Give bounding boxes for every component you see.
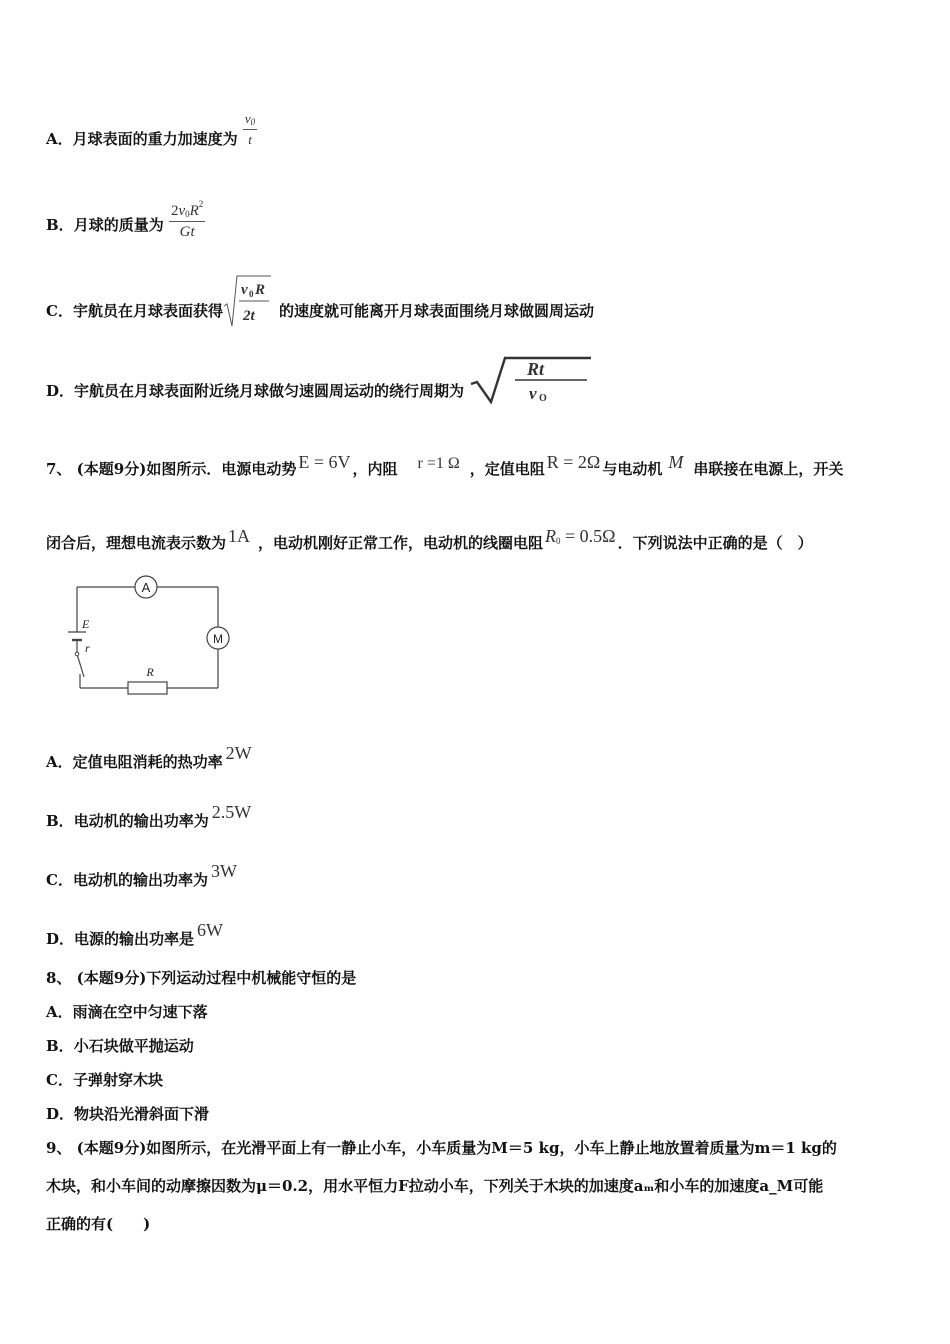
option-text: 小石块做平抛运动 <box>73 1037 194 1055</box>
switch-pivot <box>75 652 79 656</box>
q7-option-c <box>46 861 237 890</box>
resistor-symbol <box>128 682 167 694</box>
option-value: 2W <box>225 743 252 763</box>
option-value: 3W <box>210 861 237 881</box>
svg-text:0: 0 <box>248 289 254 299</box>
sqrt-c-svg <box>223 274 273 328</box>
q6-option-a <box>46 111 257 149</box>
svg-text:v: v <box>240 282 248 298</box>
formula-moon-mass: $\frac{2v_0R^2}{Gt}$ <box>170 199 204 240</box>
formula-v0-over-t: $\frac{v_0}{t}$ <box>244 111 256 147</box>
stem-text: 如图所示．电源电动势 <box>146 460 297 478</box>
q9-stem-line3 <box>46 1213 150 1234</box>
resistor-label: R <box>146 665 154 679</box>
svg-text:Rt: Rt <box>527 359 545 379</box>
option-value: 2.5W <box>211 802 252 822</box>
question-number: 9、 <box>46 1139 72 1157</box>
option-text: 电源的输出功率是 <box>74 930 195 948</box>
option-text: 月球表面的重力加速度为 <box>72 130 238 148</box>
q8-option-d <box>46 1103 209 1124</box>
score-tag: (本题9分) <box>76 460 147 478</box>
q8-option-a <box>46 1001 208 1022</box>
q7-stem-line1 <box>46 452 843 479</box>
formula-coil-resistance: $R_0 = 0.5\Omega$ <box>545 526 616 546</box>
option-label: B． <box>46 812 74 830</box>
option-label: D． <box>46 1105 75 1123</box>
option-value: 6W <box>197 920 224 940</box>
option-text: 月球的质量为 <box>73 216 164 234</box>
q8-option-c <box>46 1069 163 1090</box>
option-label: A． <box>46 130 73 148</box>
r0-value: = 0.5Ω <box>560 526 616 546</box>
option-text: 物块沿光滑斜面下滑 <box>74 1105 210 1123</box>
motor-label: M <box>213 632 223 646</box>
q6-option-d <box>46 359 593 404</box>
emf-label: E <box>82 617 90 631</box>
option-label: C． <box>46 302 73 320</box>
internal-resistance-label: r <box>85 641 90 655</box>
q6-option-b <box>46 199 205 240</box>
stem-text: ，电动机刚好正常工作，电动机的线圈电阻 <box>258 534 544 552</box>
q8-option-b <box>46 1035 194 1056</box>
q8-stem <box>46 967 356 988</box>
q7-option-a <box>46 743 252 772</box>
stem-text: ，内阻 <box>352 460 398 478</box>
stem-text: ．下列说法中正确的是（ ） <box>617 534 813 552</box>
option-label: D． <box>46 930 75 948</box>
formula-current: 1A <box>228 526 251 546</box>
option-label: C． <box>46 1071 73 1089</box>
r0-symbol: R <box>545 526 557 546</box>
option-label: A． <box>46 753 73 771</box>
option-text: 的速度就可能离开月球表面围绕月球做圆周运动 <box>278 302 594 320</box>
svg-text:2t: 2t <box>242 308 255 324</box>
formula-resistance: R = 2Ω <box>546 452 601 472</box>
sqrt-d-svg <box>469 356 593 404</box>
ammeter-label: A <box>141 580 151 595</box>
option-label: B． <box>46 1037 74 1055</box>
circuit-diagram <box>60 570 240 695</box>
option-label: A． <box>46 1003 73 1021</box>
svg-text:O: O <box>539 393 548 404</box>
stem-text: 闭合后，理想电流表示数为 <box>46 534 227 552</box>
stem-text: 木块，和小车间的动摩擦因数为μ＝0.2，用水平恒力F拉动小车，下列关于木块的加速度aₘ和小车的加速度a_M可能 <box>46 1177 824 1195</box>
option-label: D． <box>46 382 75 400</box>
stem-text: (本题9分)如图所示，在光滑平面上有一静止小车，小车质量为M＝5 kg，小车上静止地放置着质量为m＝1 kg的 <box>76 1139 837 1157</box>
formula-motor: M <box>668 452 684 472</box>
option-label: B． <box>46 216 74 234</box>
option-text: 定值电阻消耗的热功率 <box>72 753 223 771</box>
q7-stem-line2 <box>46 526 813 553</box>
stem-text: (本题9分)下列运动过程中机械能守恒的是 <box>76 969 357 987</box>
option-text: 宇航员在月球表面获得 <box>72 302 223 320</box>
q9-stem-line2 <box>46 1175 823 1196</box>
option-text: 雨滴在空中匀速下落 <box>72 1003 208 1021</box>
formula-sqrt-v0r-2t <box>223 274 273 328</box>
option-text: 电动机的输出功率为 <box>72 871 208 889</box>
stem-text: 正确的有( ) <box>46 1215 151 1233</box>
stem-text: ，定值电阻 <box>469 460 545 478</box>
svg-text:R: R <box>254 282 265 298</box>
formula-emf: E = 6V <box>298 452 351 472</box>
q7-option-b <box>46 802 251 831</box>
option-text: 电动机的输出功率为 <box>73 812 209 830</box>
option-text: 子弹射穿木块 <box>72 1071 163 1089</box>
option-label: C． <box>46 871 73 889</box>
svg-text:v: v <box>529 384 537 403</box>
question-number: 7、 <box>46 460 72 478</box>
stem-text: 串联接在电源上，开关 <box>693 460 844 478</box>
q7-option-d <box>46 920 223 949</box>
formula-sqrt-rt-v0 <box>469 356 593 404</box>
stem-text: 与电动机 <box>602 460 663 478</box>
formula-internal-resistance: r =1 Ω <box>417 455 460 472</box>
q9-stem-line1 <box>46 1137 837 1158</box>
q6-option-c <box>46 282 594 328</box>
question-number: 8、 <box>46 969 72 987</box>
option-text: 宇航员在月球表面附近绕月球做匀速圆周运动的绕行周期为 <box>74 382 465 400</box>
